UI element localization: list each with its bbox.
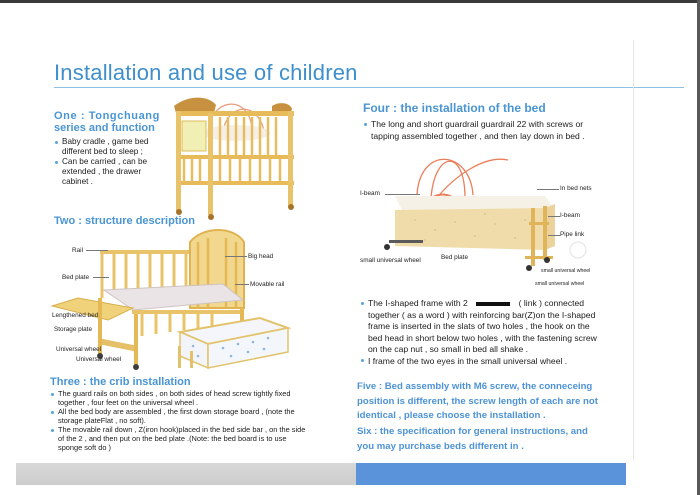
leader-line: [385, 194, 420, 195]
label-i-beam-right: I-beam: [560, 212, 580, 219]
label-bed-plate: Bed plate: [62, 274, 90, 281]
section-three-bullet: The movable rail down , Z(iron hook)placed in the bed side bar , on the side of the 2 , and then put on the bed plate .(Note: the bed board is to use sponge soft do ): [50, 425, 312, 452]
leader-line: [548, 216, 560, 217]
circle-mark: [568, 240, 588, 260]
label-in-bed-nets: In bed nets: [560, 185, 592, 192]
title-underline: [54, 87, 684, 88]
eyes-bullet: I frame of the two eyes in the small universal wheel .: [360, 356, 606, 368]
section-one-heading-line2: series and function: [54, 122, 155, 134]
frame-bullet-pre: The I-shaped frame with 2: [368, 298, 468, 308]
label-small-wheel-right-2: small universal wheel: [535, 281, 585, 287]
leader-line: [235, 284, 249, 285]
section-one-body: [54, 137, 164, 187]
fold-line: [633, 40, 634, 460]
label-universal-wheel-1: Universal wheel: [56, 346, 102, 353]
section-six-text: Six : the specification for general instructions, and you may purchase beds different in .: [357, 426, 588, 452]
section-four-intro-bullet: The long and short guardrail guardrail 22 with screws or tapping assembled together , and then lay down in bed .: [363, 119, 603, 142]
leader-line: [225, 256, 247, 257]
leader-line: [86, 250, 108, 251]
label-lengthened-bed: Lengthened bed: [52, 312, 99, 319]
section-one-bullet: Baby cradle , game bed different bed to sleep ;: [54, 137, 164, 157]
section-one-heading: [54, 110, 160, 134]
label-rail: Rail: [72, 247, 84, 254]
section-four-heading: Four : the installation of the bed: [363, 101, 546, 115]
label-small-wheel-right-1: small universal wheel: [541, 268, 591, 274]
leader-line: [548, 235, 560, 236]
section-five-text: Five : Bed assembly with M6 screw, the conneceing position is different, the screw length of each are not identical , please choose the installation .: [357, 381, 598, 421]
label-small-wheel-left: small universal wheel: [360, 257, 421, 264]
frame-bullet-post: ( link ) connected together ( as a word ) with reinforcing bar(Z)on the I-shaped frame is inserted in the slats of two holes , the hook on the bed head in short below two holes , with the fastening screw on the cap nut , so small in bed all shake .: [368, 298, 597, 354]
leader-line: [537, 189, 559, 190]
page-title: Installation and use of children: [54, 60, 358, 85]
footer-blue-bar: [356, 463, 626, 485]
section-three-bullet: The guard rails on both sides , on both sides of head screw tightly fixed together , four feet on the universal wheel .: [50, 389, 312, 407]
link-bar-icon: [476, 302, 510, 306]
label-pipe-link: Pipe link: [560, 231, 585, 238]
section-four-frame-text: [360, 298, 606, 367]
label-movable-rail: Movable rail: [250, 281, 285, 288]
section-two-heading: Two : structure description: [54, 215, 195, 227]
frame-bullet: [360, 298, 606, 356]
label-universal-wheel-2: Universal wheel: [76, 356, 122, 363]
section-one-heading-line1: One : Tongchuang: [54, 110, 160, 122]
label-storage-plate: Storage plate: [54, 326, 93, 333]
section-three-bullet: All the bed body are assembled , the first down storage board , (note the storage plateFlat , no soft).: [50, 407, 312, 425]
section-one-bullet: Can be carried , can be extended , the drawer cabinet .: [54, 157, 164, 187]
section-three-heading: Three : the crib installation: [50, 376, 191, 388]
crib-illustration: [168, 93, 298, 221]
label-i-beam-left: I-beam: [360, 190, 380, 197]
label-bed-plate-right: Bed plate: [441, 254, 469, 261]
leader-line: [93, 277, 109, 278]
footer-gray-bar: [16, 463, 356, 485]
section-three-body: [50, 389, 312, 452]
scan-top-edge: [0, 0, 700, 3]
section-four-intro: [363, 119, 603, 142]
label-big-head: Big head: [248, 253, 274, 260]
